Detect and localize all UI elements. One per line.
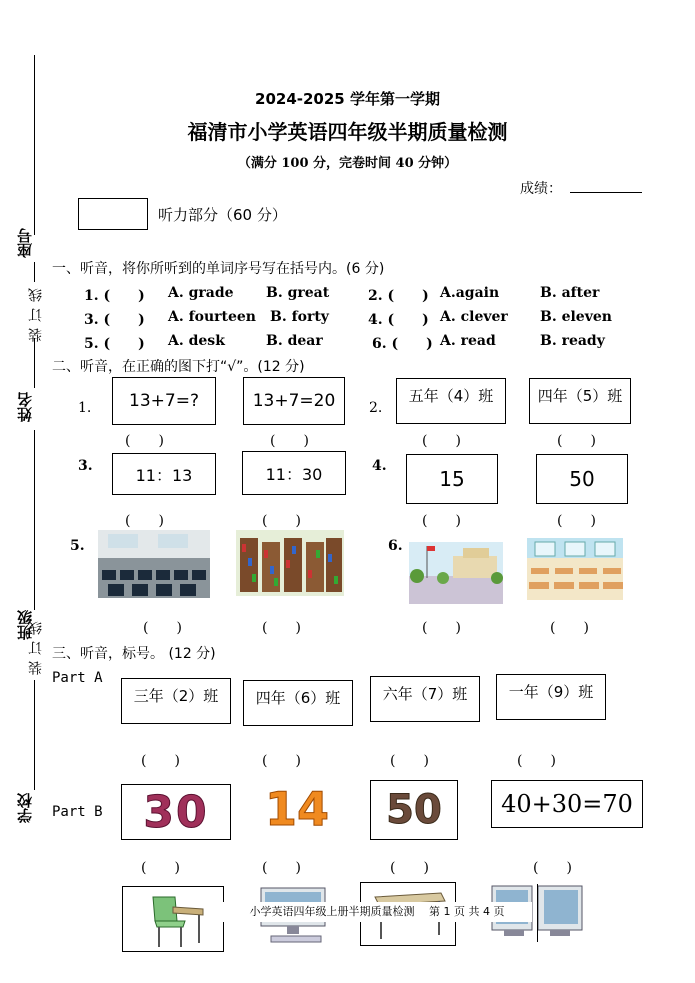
q5-num[interactable]: 5. ( ): [84, 336, 145, 352]
s2-paren[interactable]: ( ): [125, 433, 164, 449]
margin-line: [34, 430, 35, 610]
section3-title: 三、听音，标号。 (12 分): [52, 646, 216, 662]
s2-paren[interactable]: ( ): [143, 620, 182, 636]
s3b-label-14: 14: [264, 782, 329, 836]
page-subtitle: （满分 100 分，完卷时间 40 分钟）: [237, 156, 458, 171]
q4-a: A. clever: [440, 309, 508, 325]
q4-num[interactable]: 4. ( ): [368, 312, 429, 328]
margin-seat: 座号: [16, 228, 34, 258]
q6-a: A. read: [440, 333, 496, 349]
q3-num[interactable]: 3. ( ): [84, 312, 145, 328]
s2-box-3: 五年（4）班: [396, 378, 506, 424]
q1-num[interactable]: 1. ( ): [84, 288, 145, 304]
s3-paren[interactable]: ( ): [517, 753, 556, 769]
margin-binding-2: 装订线: [28, 615, 44, 675]
s3-paren[interactable]: ( ): [390, 753, 429, 769]
divider: [537, 884, 538, 942]
page-title: 福清市小学英语四年级半期质量检测: [187, 120, 508, 144]
s2-paren[interactable]: ( ): [262, 620, 301, 636]
s2-paren[interactable]: ( ): [270, 433, 309, 449]
margin-line: [34, 262, 35, 282]
margin-class: 班级: [16, 610, 34, 640]
q3-a: A. fourteen: [168, 309, 256, 325]
q5-a: A. desk: [168, 333, 225, 349]
s2-paren[interactable]: ( ): [262, 513, 301, 529]
margin-binding-1: 装订线: [28, 282, 44, 342]
q6-num[interactable]: 6. ( ): [372, 336, 433, 352]
s3-paren[interactable]: ( ): [262, 753, 301, 769]
q1-a: A. grade: [168, 285, 234, 301]
margin-line: [34, 338, 35, 388]
s3a-box-1: 三年（2）班: [121, 678, 231, 724]
school-year: 2024-2025 学年第一学期: [255, 90, 440, 108]
s2-box-2: 13+7=20: [243, 377, 345, 425]
s2-num-1: 1.: [78, 400, 92, 416]
margin-name: 姓名: [16, 392, 34, 422]
page-footer: 小学英语四年级上册半期质量检测 第 1 页 共 4 页: [222, 902, 532, 922]
score-label: 成绩：: [520, 181, 562, 197]
library-image: [236, 530, 344, 596]
s2-num-2: 2.: [369, 400, 383, 416]
school-yard-image: [409, 542, 503, 604]
s3b-box-50: [370, 780, 458, 840]
s3-paren[interactable]: ( ): [141, 753, 180, 769]
margin-line-top: [34, 55, 35, 235]
s3a-box-4: 一年（9）班: [496, 674, 606, 720]
q6-b: B. ready: [540, 333, 605, 349]
q1-b: B. great: [266, 285, 330, 301]
s3a-box-3: 六年（7）班: [370, 676, 480, 722]
score-box[interactable]: [78, 198, 148, 230]
margin-school: 学校: [16, 793, 34, 823]
computer-lab-image: [98, 530, 210, 598]
section1-title: 一、听音，将你所听到的单词序号写在括号内。(6 分): [52, 261, 385, 277]
s2-paren[interactable]: ( ): [422, 433, 461, 449]
score-field[interactable]: [570, 192, 642, 193]
s2-paren[interactable]: ( ): [557, 513, 596, 529]
s3-paren[interactable]: ( ): [533, 860, 572, 876]
s3a-box-2: 四年（6）班: [243, 680, 353, 726]
listening-label: 听力部分（60 分）: [158, 206, 287, 224]
s2-paren[interactable]: ( ): [422, 513, 461, 529]
s2-num-6: 6.: [388, 538, 403, 554]
s3b-box-sum: 40+30=70: [491, 780, 643, 828]
s3b-box-14: [252, 780, 342, 838]
q5-b: B. dear: [266, 333, 323, 349]
margin-line: [34, 680, 35, 790]
part-b-label: Part B: [52, 804, 103, 820]
q2-b: B. after: [540, 285, 600, 301]
s2-box-5: 11：13: [112, 453, 216, 495]
s2-paren[interactable]: ( ): [422, 620, 461, 636]
section2-title: 二、听音，在正确的图下打“√”。(12 分): [52, 359, 305, 375]
s3b-label-30: 30: [143, 786, 209, 838]
q3-b: B. forty: [270, 309, 329, 325]
classroom-image: [527, 538, 623, 600]
s2-box-1: 13+7=?: [112, 377, 216, 425]
s2-paren[interactable]: ( ): [125, 513, 164, 529]
s2-box-8: 50: [536, 454, 628, 504]
s2-paren[interactable]: ( ): [550, 620, 589, 636]
part-a-label: Part A: [52, 670, 103, 686]
q2-num[interactable]: 2. ( ): [368, 288, 429, 304]
s2-num-5: 5.: [70, 538, 85, 554]
s2-paren[interactable]: ( ): [557, 433, 596, 449]
s2-box-7: 15: [406, 454, 498, 504]
q2-a: A.again: [440, 285, 500, 301]
s3-paren[interactable]: ( ): [262, 860, 301, 876]
s2-box-4: 四年（5）班: [529, 378, 631, 424]
desk-chair-image: [122, 886, 224, 952]
s3-paren[interactable]: ( ): [141, 860, 180, 876]
s2-num-4: 4.: [372, 458, 387, 474]
s2-num-3: 3.: [78, 458, 93, 474]
s3b-label-50: 50: [386, 787, 442, 833]
q4-b: B. eleven: [540, 309, 612, 325]
s2-box-6: 11：30: [242, 451, 346, 495]
s3b-box-30: [121, 784, 231, 840]
s3-paren[interactable]: ( ): [390, 860, 429, 876]
